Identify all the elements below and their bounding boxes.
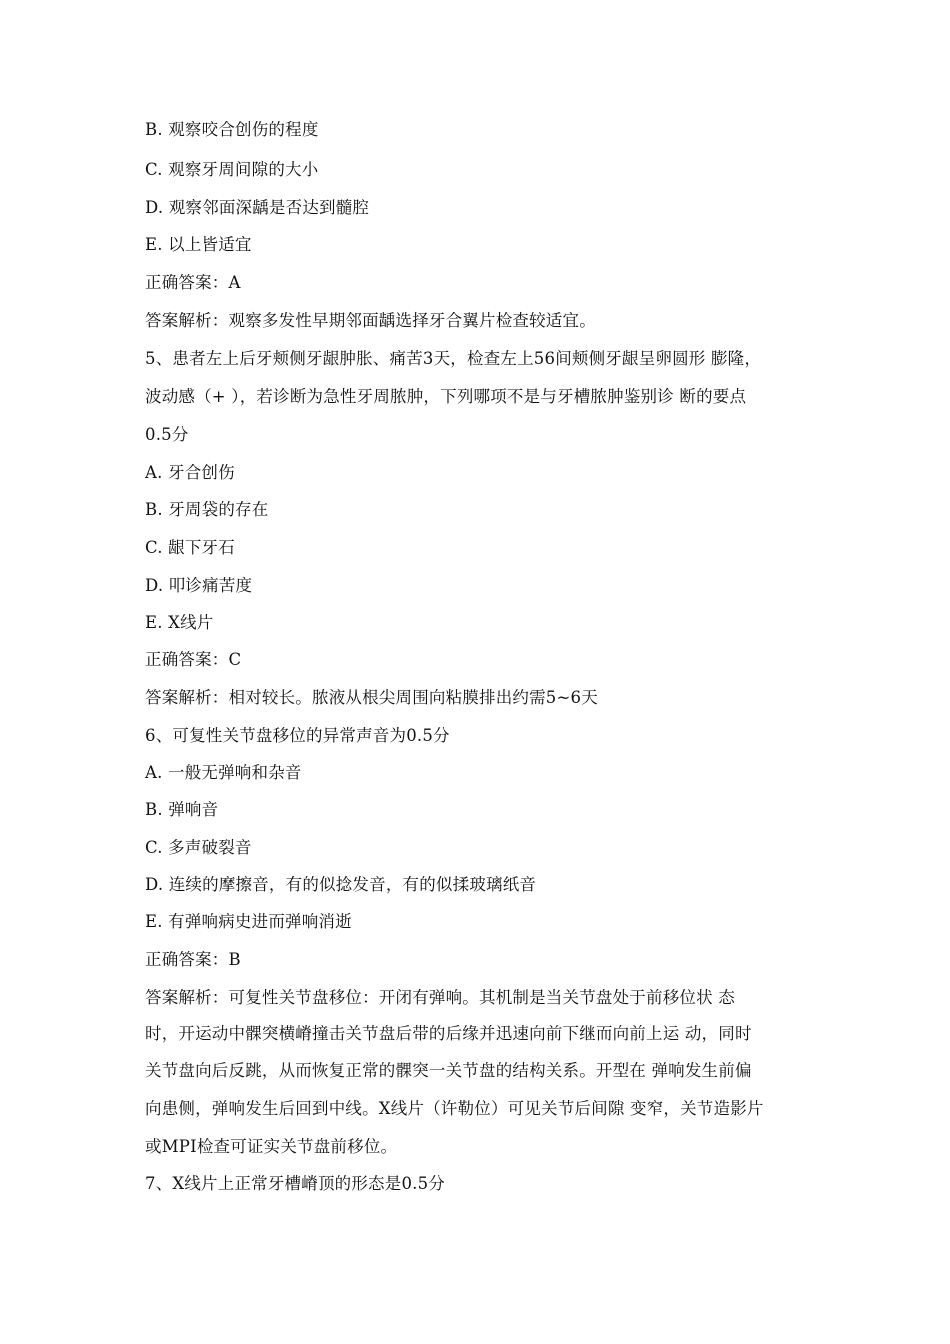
question-5-line-2: 波动感（+ ），若诊断为急性牙周脓肿，下列哪项不是与牙槽脓肿鉴别诊 断的要点 (145, 387, 747, 406)
correct-answer-line: 正确答案：A (145, 273, 241, 292)
option-c-line: C. 观察牙周间隙的大小 (145, 160, 319, 179)
option-d-line: D. 叩诊痛苦度 (145, 576, 253, 595)
option-b-line: B. 观察咬合创伤的程度 (145, 120, 319, 139)
answer-explanation-line-2: 时，开运动中髁突横嵴撞击关节盘后带的后缘并迅速向前下继而向前上运 动，同时 (145, 1024, 752, 1043)
answer-explanation-line-3: 关节盘向后反跳，从而恢复正常的髁突一关节盘的结构关系。开型在 弹响发生前偏 (145, 1061, 752, 1080)
answer-explanation-line: 答案解析：相对较长。脓液从根尖周围向粘膜排出约需5~6天 (145, 688, 598, 707)
option-d-line: D. 连续的摩擦音，有的似捻发音，有的似揉玻璃纸音 (145, 875, 537, 894)
option-d-line: D. 观察邻面深龋是否达到髓腔 (145, 198, 370, 217)
option-c-line: C. 多声破裂音 (145, 838, 252, 857)
option-a-line: A. 一般无弹响和杂音 (145, 763, 302, 782)
answer-explanation-line-1: 答案解析：可复性关节盘移位：开闭有弹响。其机制是当关节盘处于前移位状 态 (145, 988, 735, 1007)
question-6-line: 6、可复性关节盘移位的异常声音为0.5分 (145, 726, 450, 745)
option-e-line: E. 以上皆适宜 (145, 235, 252, 254)
answer-explanation-line: 答案解析：观察多发性早期邻面龋选择牙合翼片检查较适宜。 (145, 311, 596, 330)
option-a-line: A. 牙合创伤 (145, 463, 235, 482)
option-b-line: B. 牙周袋的存在 (145, 500, 269, 519)
question-5-line-1: 5、患者左上后牙颊侧牙龈肿胀、痛苦3天，检查左上56间颊侧牙龈呈卵圆形 膨隆， (145, 349, 762, 368)
correct-answer-line: 正确答案：B (145, 950, 241, 969)
option-e-line: E. X线片 (145, 613, 214, 632)
option-c-line: C. 龈下牙石 (145, 538, 235, 557)
question-7-line: 7、X线片上正常牙槽嵴顶的形态是0.5分 (145, 1174, 445, 1193)
answer-explanation-line-4: 向患侧，弹响发生后回到中线。X线片（许勒位）可见关节后间隙 变窄，关节造影片 (145, 1099, 764, 1118)
correct-answer-line: 正确答案：C (145, 650, 242, 669)
question-5-score: 0.5分 (145, 425, 189, 444)
option-e-line: E. 有弹响病史进而弹响消逝 (145, 912, 352, 931)
answer-explanation-line-5: 或MPI检查可证实关节盘前移位。 (145, 1137, 398, 1156)
option-b-line: B. 弹响音 (145, 800, 219, 819)
